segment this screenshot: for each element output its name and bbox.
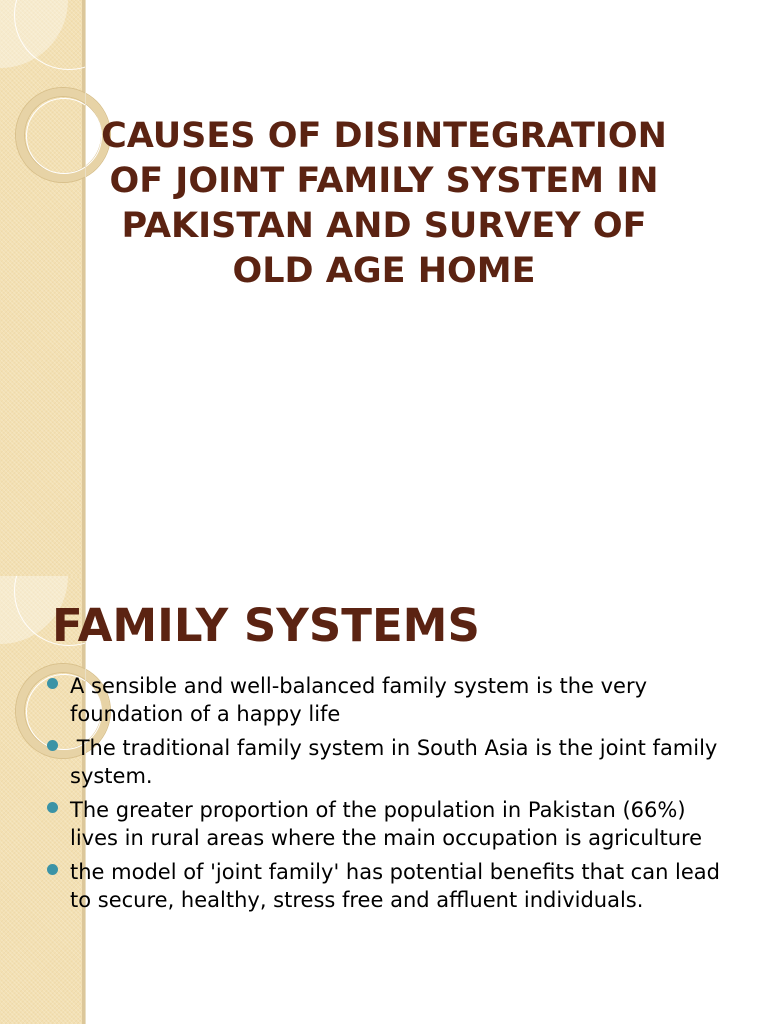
bullet-text: The greater proportion of the population in Pakistan (66%) lives in rural areas where the main occupation is agriculture (70, 798, 703, 850)
bullet-item (46, 734, 736, 790)
bullet-item (46, 858, 736, 914)
bullet-item (46, 672, 736, 728)
bullet-item (46, 796, 736, 852)
slide-title: CAUSES OF DISINTEGRATION OF JOINT FAMILY SYSTEM IN PAKISTAN AND SURVEY OF OLD AGE HOME (101, 116, 667, 291)
decorative-side-strip (0, 0, 85, 576)
bullet-text: A sensible and well-balanced family system is the very foundation of a happy life (70, 674, 654, 726)
bullet-list (46, 672, 736, 920)
slide-heading: FAMILY SYSTEMS (52, 599, 480, 652)
bullet-dot-icon (47, 740, 58, 751)
content-slide (0, 576, 768, 1024)
bullet-text: The traditional family system in South Asia is the joint family system. (70, 736, 725, 788)
bullet-text: the model of 'joint family' has potential benefits that can lead to secure, healthy, stress free and affluent individuals. (70, 860, 727, 912)
bullet-dot-icon (47, 678, 58, 689)
bullet-dot-icon (47, 864, 58, 875)
bullet-dot-icon (47, 802, 58, 813)
